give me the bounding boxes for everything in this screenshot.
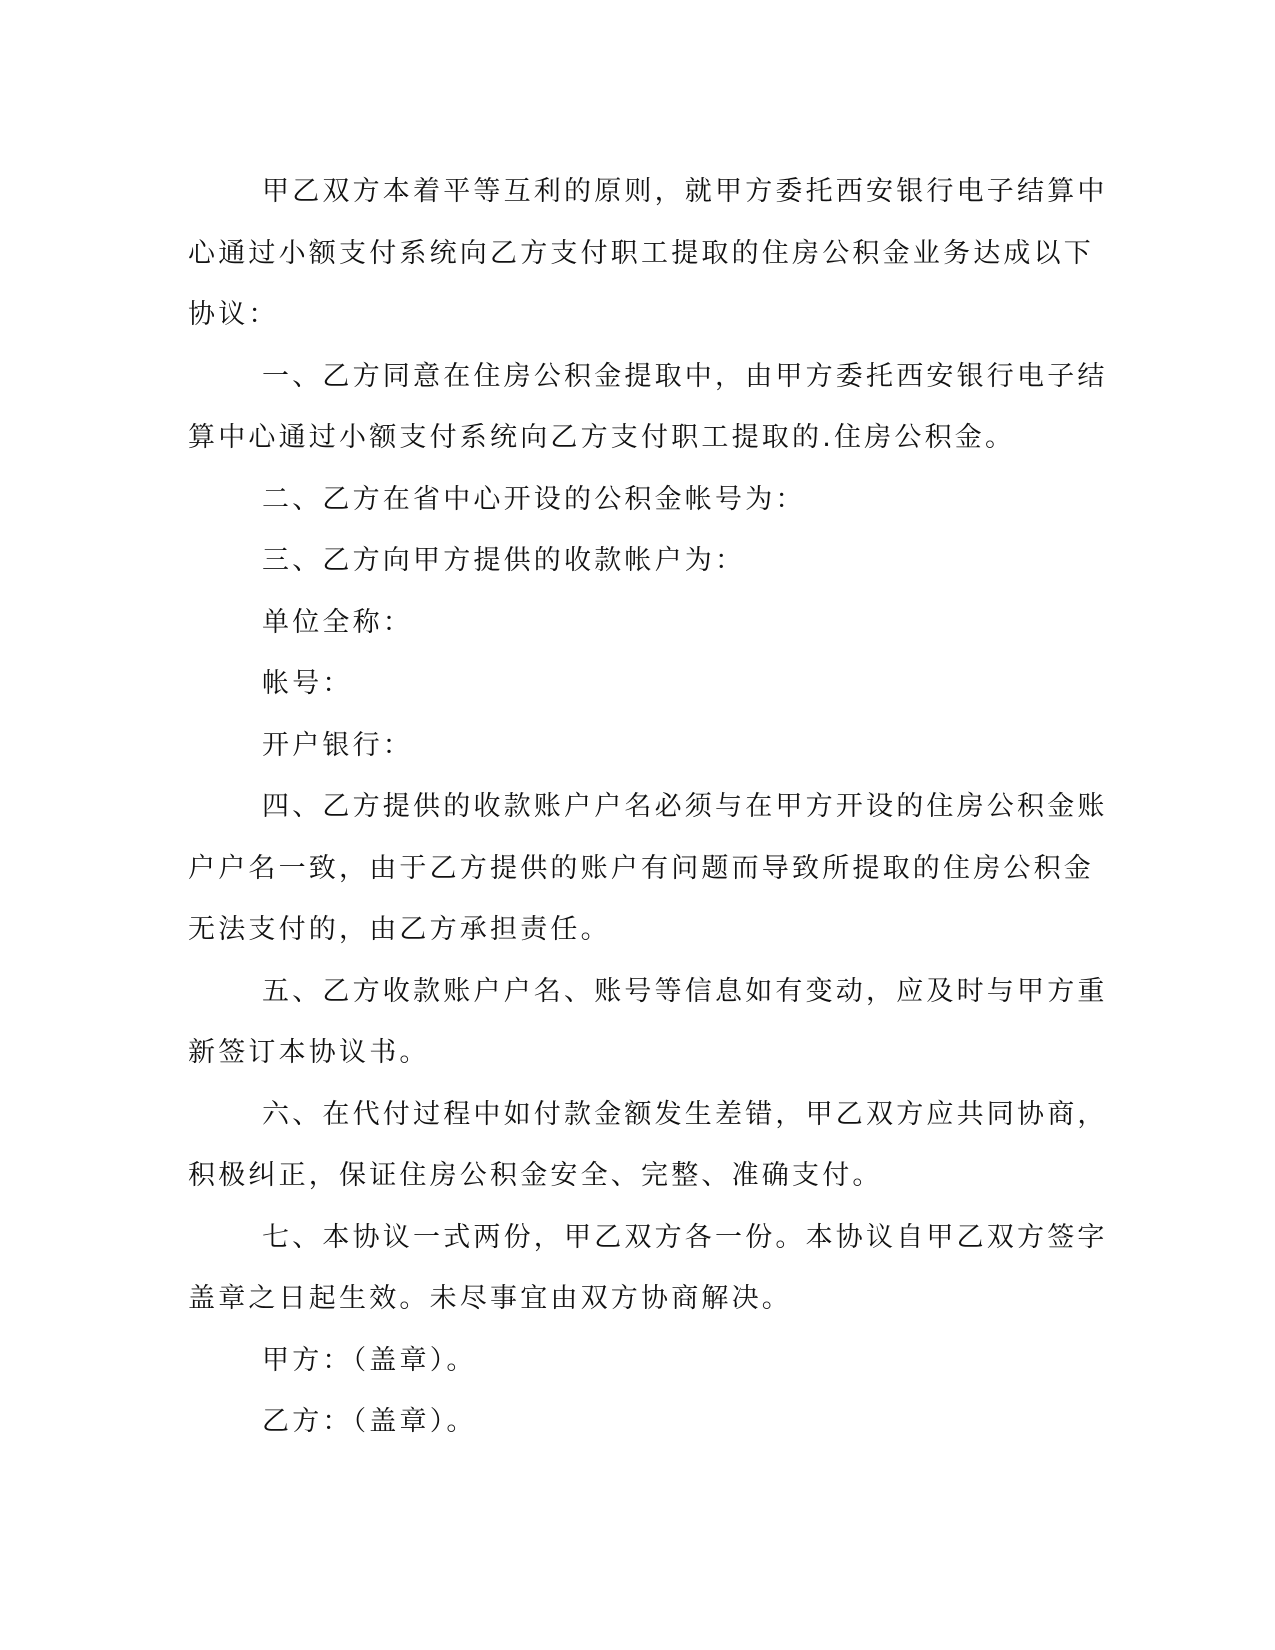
intro-line-2: 心通过小额支付系统向乙方支付职工提取的住房公积金业务达成以下 xyxy=(188,237,1094,269)
clause-6-line-2: 积极纠正，保证住房公积金安全、完整、准确支付。 xyxy=(188,1160,883,1191)
clause-1-line-2: 算中心通过小额支付系统向乙方支付职工提取的.住房公积金。 xyxy=(188,422,1016,453)
clause-5-line-1: 五、乙方收款账户户名、账号等信息如有变动，应及时与甲方重 xyxy=(262,975,1108,1007)
intro-line-1: 甲乙双方本着平等互利的原则，就甲方委托西安银行电子结算中 xyxy=(262,176,1108,207)
field-account-number: 帐号： xyxy=(262,668,353,699)
intro-line-3: 协议： xyxy=(188,299,279,330)
party-a-signature: 甲方：（盖章）。 xyxy=(262,1344,477,1376)
clause-4-line-3: 无法支付的，由乙方承担责任。 xyxy=(188,914,611,945)
agreement-body xyxy=(188,161,1108,1453)
clause-2: 二、乙方在省中心开设的公积金帐号为： xyxy=(262,483,806,515)
clause-5-line-2: 新签订本协议书。 xyxy=(188,1037,430,1068)
clause-4-line-2: 户户名一致，由于乙方提供的账户有问题而导致所提取的住房公积金 xyxy=(188,852,1094,884)
clause-7-line-2: 盖章之日起生效。未尽事宜由双方协商解决。 xyxy=(188,1283,792,1314)
clause-4-line-1: 四、乙方提供的收款账户户名必须与在甲方开设的住房公积金账 xyxy=(262,791,1108,822)
clause-3: 三、乙方向甲方提供的收款帐户为： xyxy=(262,545,746,576)
clause-1-line-1: 一、乙方同意在住房公积金提取中，由甲方委托西安银行电子结 xyxy=(262,360,1108,392)
field-unit-name: 单位全称： xyxy=(262,606,413,638)
party-b-signature: 乙方：（盖章）。 xyxy=(262,1406,477,1437)
field-opening-bank: 开户银行： xyxy=(262,729,413,761)
clause-6-line-1: 六、在代付过程中如付款金额发生差错，甲乙双方应共同协商， xyxy=(262,1098,1108,1130)
clause-7-line-1: 七、本协议一式两份，甲乙双方各一份。本协议自甲乙双方签字 xyxy=(262,1221,1108,1253)
